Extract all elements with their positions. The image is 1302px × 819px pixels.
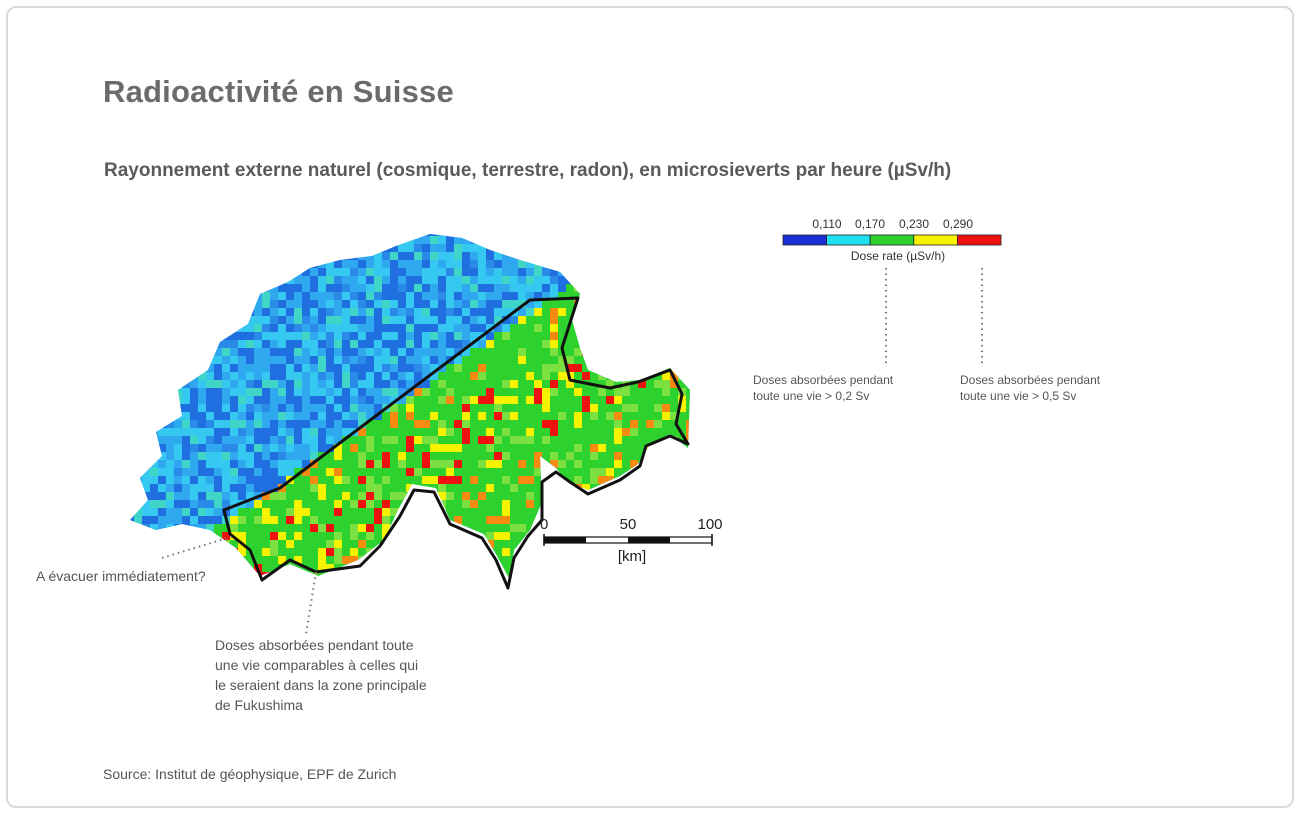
legend-swatch-0 xyxy=(783,235,827,245)
legend-note-02sv: Doses absorbées pendant toute une vie > 0,2 Sv xyxy=(753,373,894,403)
legend-swatch-2 xyxy=(870,235,914,245)
color-legend xyxy=(770,210,1030,270)
legend-swatch-4 xyxy=(957,235,1001,245)
scale-label-100: 100 xyxy=(697,516,723,533)
scale-label-0: 0 xyxy=(540,516,549,533)
legend-tick-0170: 0,170 xyxy=(854,217,886,231)
fukushima-annotation: Doses absorbées pendant toute une vie comparables à celles qui le seraient dans la zone principale de Fukushima xyxy=(215,637,427,713)
legend-tick-0230: 0,230 xyxy=(898,217,930,231)
source-credit: Source: Institut de géophysique, EPF de Zurich xyxy=(103,766,397,782)
legend-swatch-1 xyxy=(827,235,871,245)
legend-swatch-3 xyxy=(914,235,958,245)
legend-note-05sv: Doses absorbées pendant toute une vie > 0,5 Sv xyxy=(960,373,1101,403)
legend-leader-lines xyxy=(870,266,1000,370)
legend-label: Dose rate (µSv/h) xyxy=(850,249,946,263)
legend-color-bar xyxy=(783,235,1001,245)
scale-unit: [km] xyxy=(617,548,647,565)
scale-bar xyxy=(536,512,726,568)
legend-tick-0290: 0,290 xyxy=(942,217,974,231)
page-title: Radioactivité en Suisse xyxy=(103,74,454,109)
page-subtitle: Rayonnement externe naturel (cosmique, terrestre, radon), en microsieverts par heure (µSv/h) xyxy=(104,160,952,181)
evacuate-annotation: A évacuer immédiatement? xyxy=(36,568,206,584)
legend-tick-0110: 0,110 xyxy=(812,217,842,231)
scale-label-50: 50 xyxy=(619,516,637,533)
